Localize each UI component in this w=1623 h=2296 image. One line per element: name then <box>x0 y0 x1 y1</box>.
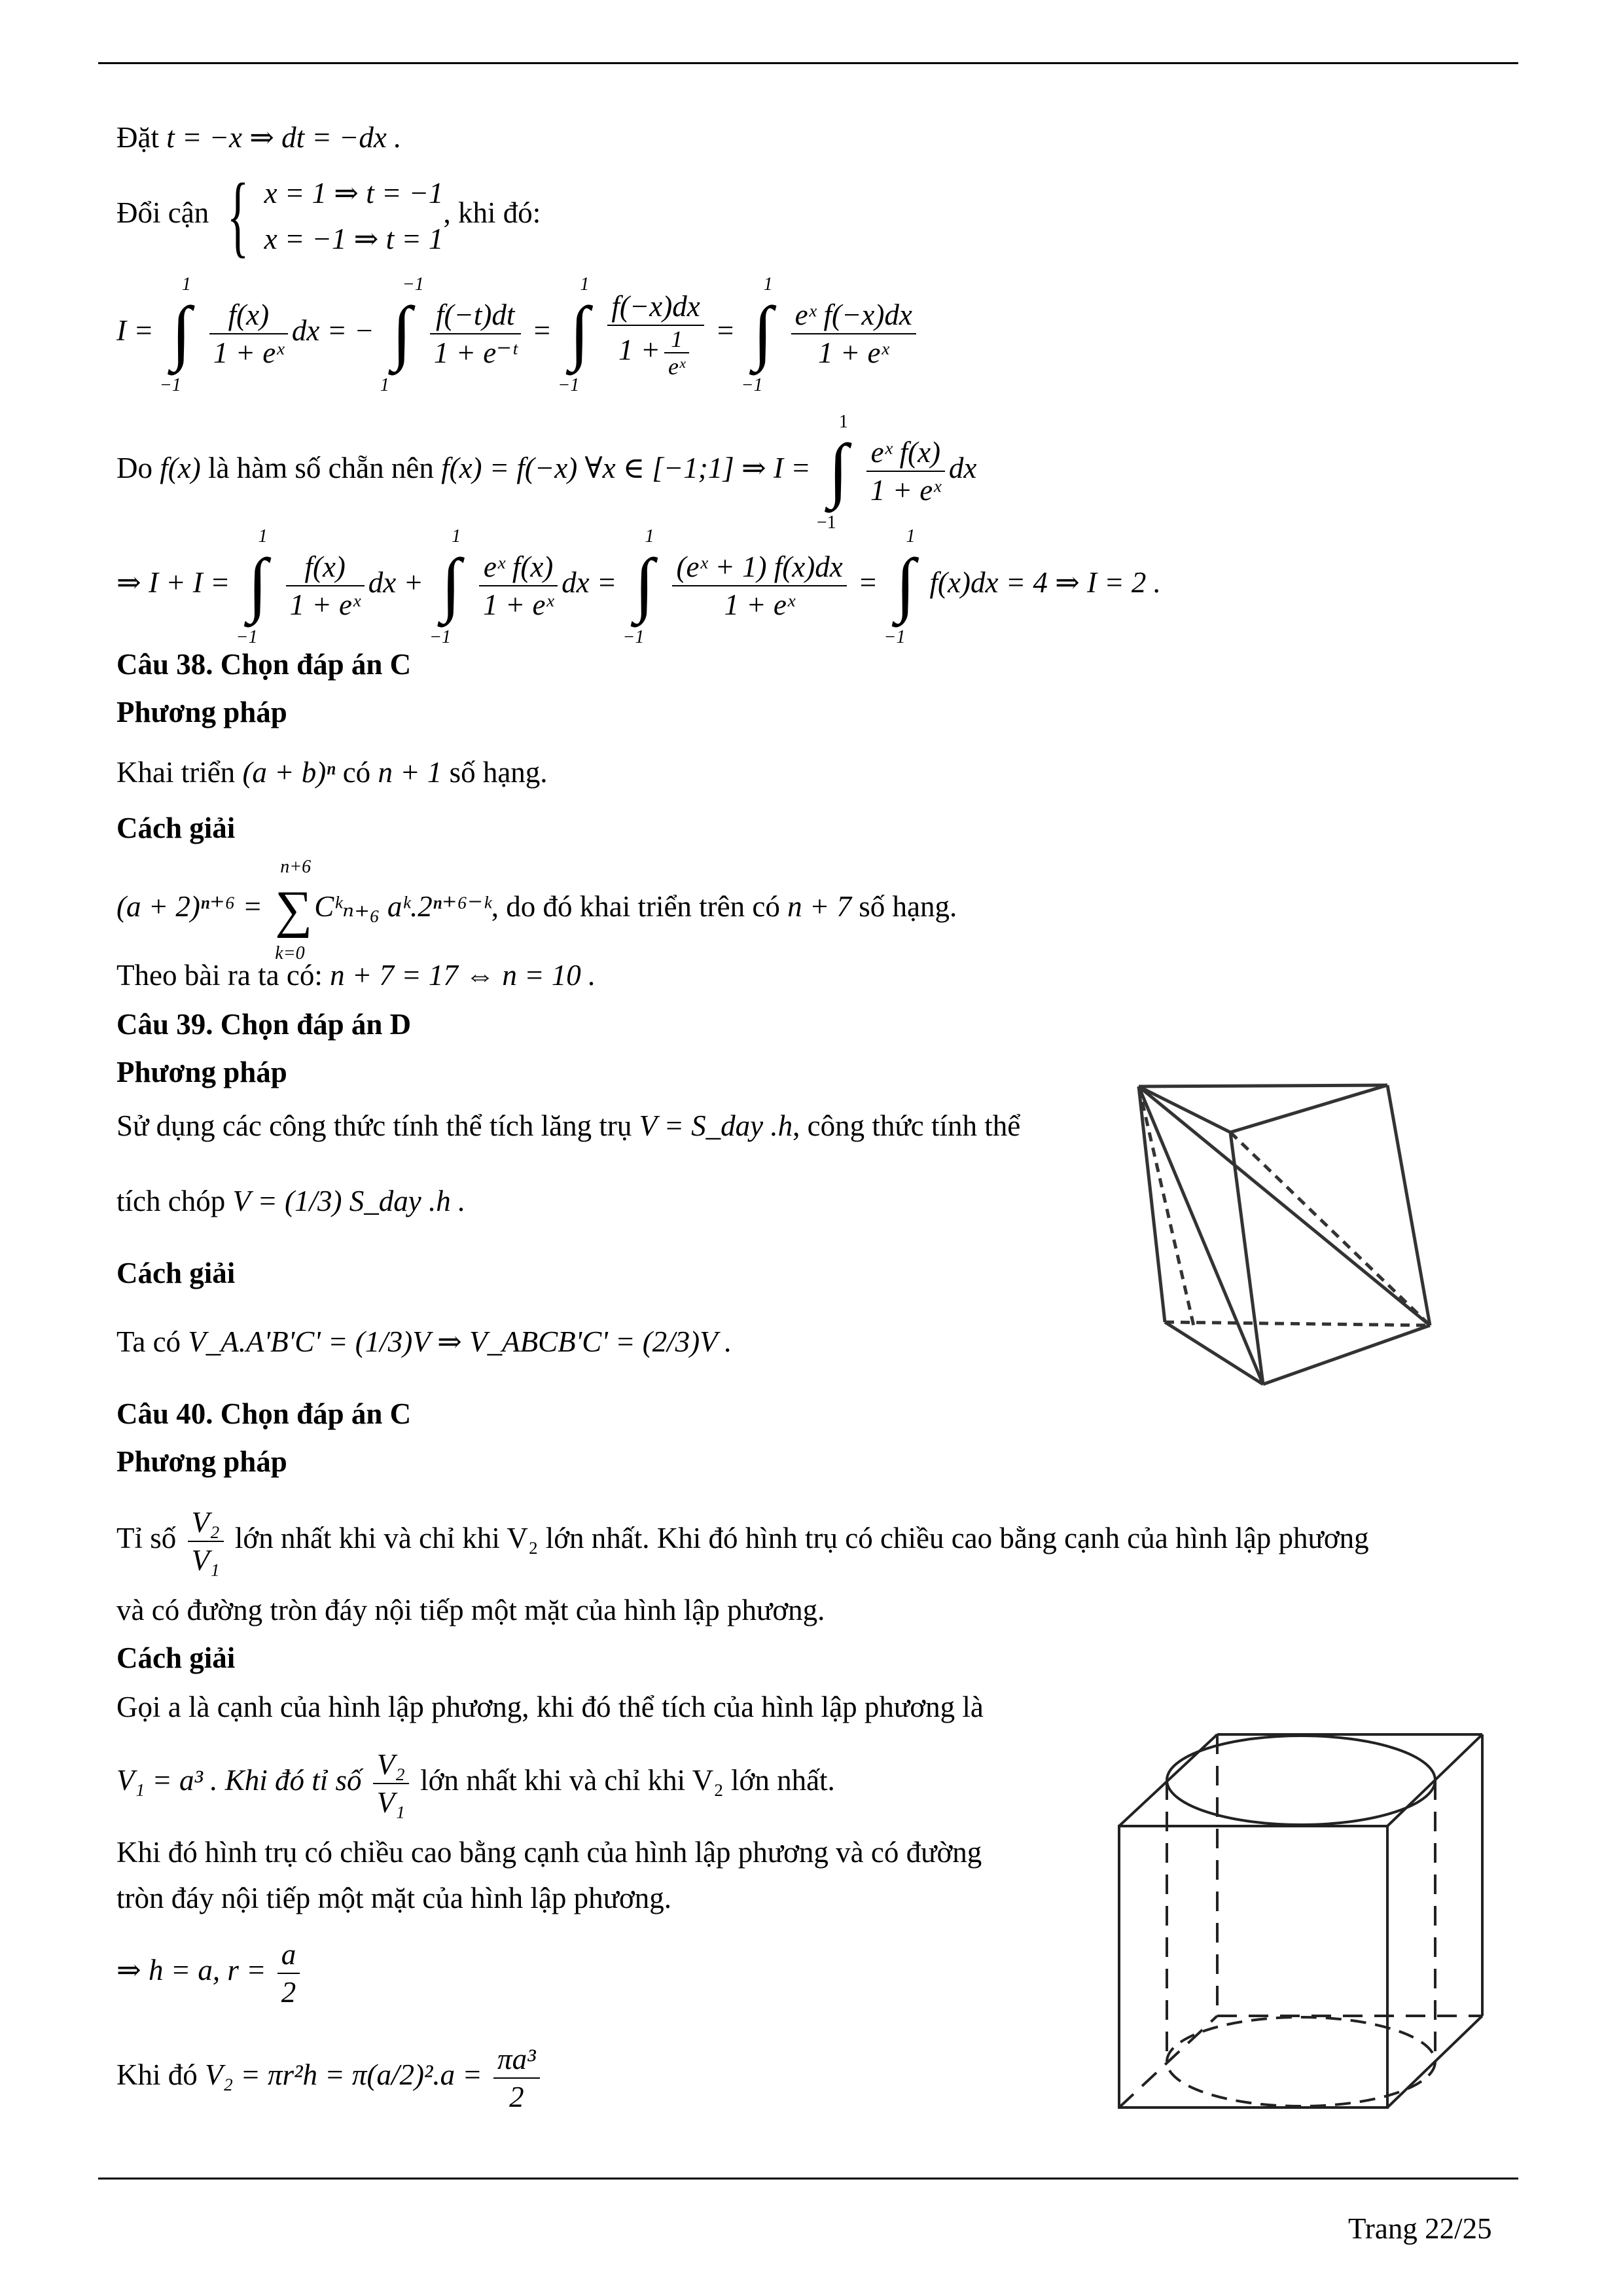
footer-rule <box>98 2178 1518 2179</box>
cube-cylinder-figure <box>1113 1715 1492 2121</box>
q38-solution: Cách giải <box>116 812 236 844</box>
integral-sign: ∫ 1 −1 <box>883 526 916 647</box>
q39-heading: Câu 39. Chọn đáp án D <box>116 1008 412 1041</box>
integral-sign: ∫ 1 −1 <box>429 526 461 647</box>
q39-solution: Cách giải <box>116 1257 236 1289</box>
even-line: Do f(x) là hàm số chẵn nên f(x) = f(−x) ∀x ∈ [−1;1] ⇒ I = ∫ 1 −1 $\frac{\text{eˣ f(x)}}{\text{1 + eˣ}}$ dx <box>116 411 977 533</box>
q40-v2-line: Khi đó V₂ = πr²h = π(a/2)².a = $\frac{\text{πa³}}{2}$ <box>116 2032 544 2117</box>
sum-sign: ∑ n+6 k=0 <box>275 856 313 963</box>
integral-sign: ∫ 1 −1 <box>622 526 654 647</box>
cylinder-bottom <box>1167 2017 1435 2106</box>
q40-heading: Câu 40. Chọn đáp án C <box>116 1397 412 1430</box>
integral-line-1: I = ∫ 1 −1 $\frac{f(x)}{\text{1 + eˣ}}$ dx = − ∫ −1 1 $\frac{f(-t)dt}{\text{1 + e⁻ᵗ}}$ = ∫ 1 −1 f(−x)dx 1 + $\frac{1}{\text{eˣ}}$ = ∫ 1 −1 $\frac{\text{eˣ f(−x)dx}}{\text{1 + eˣ}}$ <box>116 275 920 386</box>
prism-hidden-edge <box>1165 1322 1430 1325</box>
q39-method: Phương pháp <box>116 1056 287 1088</box>
bound-2: x = −1 ⇒ t = 1 <box>264 222 444 255</box>
q38-expand-line: Khai triển (a + b)ⁿ có n + 1 số hạng. <box>116 756 548 789</box>
q40-sol3: Khi đó hình trụ có chiều cao bằng cạnh của hình lập phương và có đường <box>116 1836 982 1869</box>
cylinder-top <box>1167 1736 1435 1825</box>
set-expr: t = −x ⇒ dt = −dx . <box>166 121 402 154</box>
q38-theo-line: Theo bài ra ta có: n + 7 = 17 ⇔ n = 10 . <box>116 959 596 992</box>
prism-hidden-edge <box>1139 1086 1194 1329</box>
q40-method: Phương pháp <box>116 1445 287 1478</box>
set-line <box>116 118 401 157</box>
integral-sign: ∫ −1 1 <box>380 274 424 395</box>
q40-sol4: tròn đáy nội tiếp một mặt của hình lập phương. <box>116 1882 672 1914</box>
prism-edge <box>1230 1085 1387 1132</box>
q40-v1-line: V₁ = a³ . Khi đó tỉ số $\frac{\text{V₂}}{\text{V₁}}$ lớn nhất khi và chỉ khi V₂ lớn nhất. <box>116 1738 835 1823</box>
bounds-line <box>116 164 541 266</box>
q38-sum-line: (a + 2)ⁿ⁺⁶ = ∑ n+6 k=0 Cᵏₙ₊₆ aᵏ.2ⁿ⁺⁶⁻ᵏ, do đó khai triển trên có n + 7 số hạng. <box>116 856 957 963</box>
prism-figure <box>1113 1054 1466 1427</box>
bounds-label: Đổi cận <box>116 196 209 229</box>
set-label: Đặt <box>116 121 159 154</box>
q39-pyramid-line: tích chóp V = (1/3) S_day .h . <box>116 1185 466 1217</box>
integral-sign: ∫ 1 −1 <box>236 526 268 647</box>
prism-edge <box>1139 1085 1387 1086</box>
integral-sign: ∫ 1 −1 <box>816 411 848 533</box>
prism-edge <box>1263 1325 1430 1384</box>
fraction-1: $\frac{f(x)}{\text{1 + eˣ}}$ <box>209 296 288 371</box>
integral-sign: ∫ 1 −1 <box>159 274 191 395</box>
integral-sign: ∫ 1 −1 <box>558 274 590 395</box>
q40-line2: và có đường tròn đáy nội tiếp một mặt của hình lập phương. <box>116 1594 825 1626</box>
bound-1: x = 1 ⇒ t = −1 <box>264 176 444 209</box>
q39-use-line: Sử dụng các công thức tính thể tích lăng trụ V = S_day .h, công thức tính thể <box>116 1109 1021 1142</box>
bounds-system <box>264 170 444 262</box>
q39-solution-line: Ta có V_A.A'B'C' = (1/3)V ⇒ V_ABCB'C' = (2/3)V . <box>116 1325 732 1358</box>
q40-ratio-line: Tỉ số $\frac{\text{V₂}}{\text{V₁}}$ lớn nhất khi và chỉ khi V₂ lớn nhất. Khi đó hình trụ có chiều cao bằng cạnh của hình lập phương <box>116 1496 1369 1581</box>
prism-edge <box>1139 1086 1430 1325</box>
q40-h-line: ⇒ h = a, r = $\frac{a}{2}$ <box>116 1928 304 2013</box>
header-rule <box>98 62 1518 64</box>
fraction-3: f(−x)dx 1 + $\frac{1}{\text{eˣ}}$ <box>607 288 704 380</box>
integral-sign: ∫ 1 −1 <box>741 274 773 395</box>
q38-heading: Câu 38. Chọn đáp án C <box>116 648 412 681</box>
page-number: Trang 22/25 <box>1348 2212 1492 2245</box>
fraction-even: $\frac{\text{eˣ f(x)}}{\text{1 + eˣ}}$ <box>866 434 945 509</box>
q38-method: Phương pháp <box>116 696 287 728</box>
cube-front-face <box>1119 1826 1387 2108</box>
integral-line-2: ⇒ I + I = ∫ 1 −1 $\frac{f(x)}{\text{1 + eˣ}}$ dx + ∫ 1 −1 $\frac{\text{eˣ f(x)}}{\text{1 + eˣ}}$ dx = ∫ 1 −1 $\frac{\text{(eˣ + 1) f(x)dx}}{\text{1 + eˣ}}$ = ∫ 1 −1 f(x)dx = 4 ⇒ I = 2 . <box>116 526 1161 647</box>
fraction-2: $\frac{f(-t)dt}{\text{1 + e⁻ᵗ}}$ <box>430 296 521 371</box>
q40-solution: Cách giải <box>116 1641 236 1674</box>
brace-symbol: { <box>227 164 249 266</box>
q40-sol1: Gọi a là cạnh của hình lập phương, khi đó thể tích của hình lập phương là <box>116 1691 984 1723</box>
fraction-4: $\frac{\text{eˣ f(−x)dx}}{\text{1 + eˣ}}$ <box>791 296 916 371</box>
bounds-tail: , khi đó: <box>443 196 541 229</box>
eq-I: I = <box>116 314 154 347</box>
